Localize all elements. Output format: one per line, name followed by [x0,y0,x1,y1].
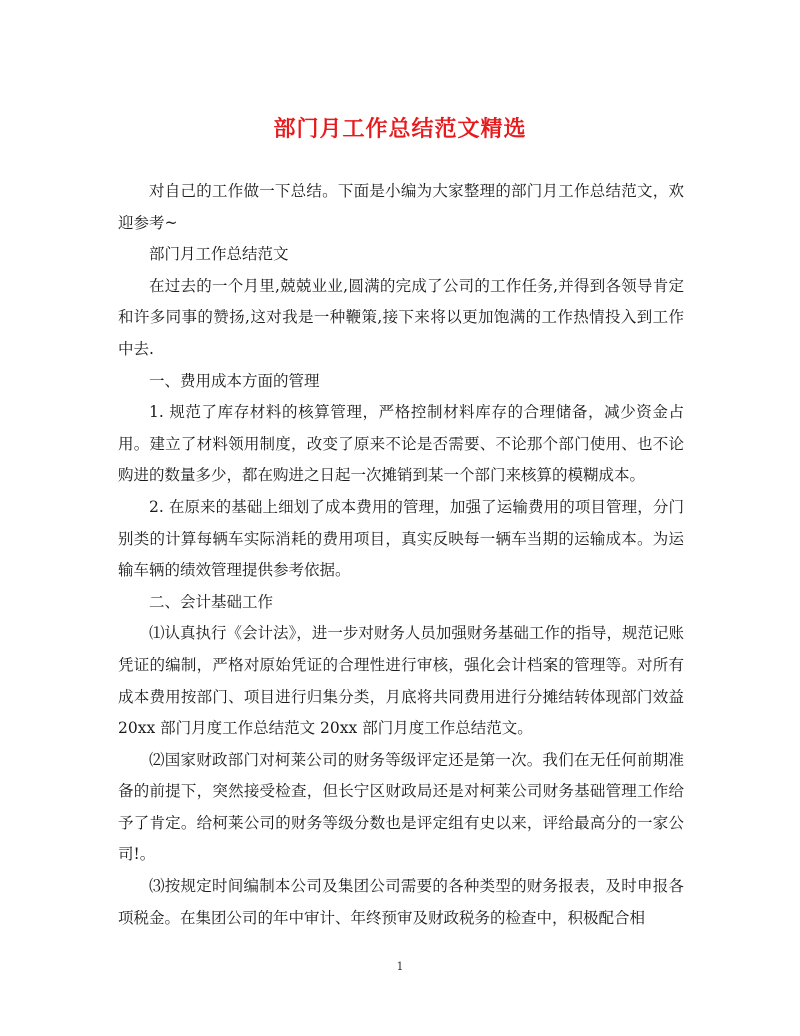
section-heading-accounting: 二、会计基础工作 [149,592,274,611]
cost-item-1: 1. 规范了库存材料的核算管理，严格控制材料库存的合理储备，减少资金占用。建立了材料领用制度，改变了原来不论是否需要、不论那个部门使用、也不论购进的数量多少，都在购进之日起一次摊销到某一个部门来核算的模糊成本。 [118,403,684,485]
section-heading-cost: 一、费用成本方面的管理 [149,371,320,390]
cost-item-2: 2. 在原来的基础上细划了成本费用的管理，加强了运输费用的项目管理，分门别类的计算每辆车实际消耗的费用项目，真实反映每一辆车当期的运输成本。为运输车辆的绩效管理提供参考依据。 [118,497,684,580]
page-number: 1 [396,960,404,973]
subtitle-paragraph: 部门月工作总结范文 [149,245,289,264]
document-body [118,176,684,934]
opening-paragraph: 在过去的一个月里,兢兢业业,圆满的完成了公司的工作任务,并得到各领导肯定和许多同事的赞扬,这对我是一种鞭策,接下来将以更加饱满的工作热情投入到工作中去. [118,276,684,358]
accounting-item-2: ⑵国家财政部门对柯莱公司的财务等级评定还是第一次。我们在无任何前期准备的前提下，突然接受检查，但长宁区财政局还是对柯莱公司财务基础管理工作给予了肯定。给柯莱公司的财务等级分数也是评定组有史以来，评给最高分的一家公司!。 [118,750,684,864]
intro-paragraph: 对自己的工作做一下总结。下面是小编为大家整理的部门月工作总结范文，欢迎参考~ [118,182,684,232]
accounting-item-3: ⑶按规定时间编制本公司及集团公司需要的各种类型的财务报表，及时申报各项税金。在集团公司的年中审计、年终预审及财政税务的检查中，积极配合相 [118,877,684,927]
document-title: 部门月工作总结范文精选 [273,117,527,142]
accounting-item-1: ⑴认真执行《会计法》，进一步对财务人员加强财务基础工作的指导，规范记账凭证的编制，严格对原始凭证的合理性进行审核，强化会计档案的管理等。对所有成本费用按部门、项目进行归集分类，月底将共同费用进行分摊结转体现部门效益 20xx 部门月度工作总结范文 20xx 部门月度工作总结范文。 [118,624,684,738]
